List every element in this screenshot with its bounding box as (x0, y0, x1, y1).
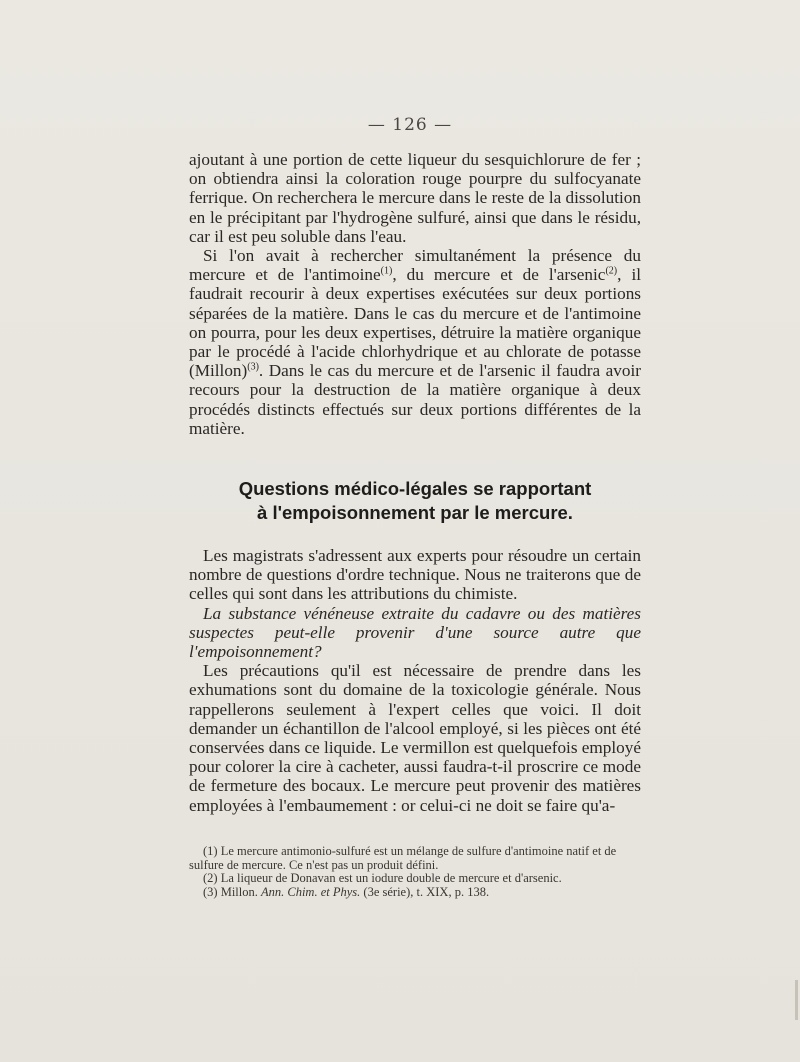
heading-line: Questions médico-légales se rapportant (238, 478, 592, 499)
footnote-ref[interactable]: (3) (247, 361, 259, 373)
text-run: , du mercure et de l'arsenic (392, 265, 606, 285)
paragraph (189, 246, 641, 438)
page-number: — 126 — (367, 115, 453, 135)
paragraph: Les précautions qu'il est nécessaire de prendre dans les exhumations sont du domaine de la toxicologie générale. Nous rappellerons seulement à l'expert celles que voici. Il doit demander un échantillon de l'alcool employé, si les pièces ont été conservées dans ce liquide. Le vermillon est quelquefois employé pour colorer la cire à cacheter, aussi faudra-t-il proscrire ce mode de fermeture des bocaux. Le mercure peut provenir des matières employées à l'embaumement : or celui-ci ne doit se faire qu'a- (189, 661, 641, 815)
footnote-citation: (3e série), t. XIX, p. 138. (360, 884, 490, 899)
text-run: . Dans le cas du mercure et de l'arsenic il faudra avoir recours pour la destruction de la matière organique à deux procédés distincts effectués sur deux portions différentes de la matière. (189, 361, 641, 438)
footnote-author: (3) Millon. (203, 884, 261, 899)
section-text (189, 546, 641, 815)
section-heading (175, 477, 655, 525)
opening-text (189, 150, 641, 438)
footnote-ref[interactable]: (2) (605, 265, 618, 277)
question-paragraph: La substance vénéneuse extraite du cadavre ou des matières suspectes peut-elle provenir d'une source autre que l'empoisonnement? (189, 603, 641, 662)
footnote-journal: Ann. Chim. et Phys. (260, 884, 361, 899)
text-run: Si l'on avait à rechercher simultanément la présence du mercure et de l'antimoine (189, 246, 641, 285)
footnote-ref[interactable]: (1) (380, 265, 393, 277)
paragraph: ajoutant à une portion de cette liqueur du sesquichlorure de fer ; on obtiendra ainsi la coloration rouge pourpre du sulfocyanate ferrique. On recherchera le mercure dans le reste de la dissolution en le précipitant par l'hydrogène sulfuré, ainsi que dans le résidu, car il est peu soluble dans l'eau. (189, 150, 641, 246)
footnotes (189, 845, 641, 899)
footnote-2: (2) La liqueur de Donavan est un iodure double de mercure et d'arsenic. (203, 871, 562, 886)
footnote-3 (189, 886, 641, 900)
heading-line: à l'empoisonnement par le mercure. (257, 502, 573, 523)
footnote-1: (1) Le mercure antimonio-sulfuré est un mélange de sulfure d'antimoine natif et de sulfure de mercure. Ce n'est pas un produit défini. (189, 844, 617, 872)
text-run: , il faudrait recourir à deux expertises exécutées sur deux portions séparées de la matière. Dans le cas du mercure et de l'antimoine on pourra, pour les deux expertises, détruire la matière organique par le procédé à l'acide chlorhydrique et au chlorate de potasse (Millon) (189, 265, 641, 381)
paragraph: Les magistrats s'adressent aux experts pour résoudre un certain nombre de questions d'ordre technique. Nous ne traiterons que de celles qui sont dans les attributions du chimiste. (189, 546, 641, 604)
scan-edge-mark (795, 980, 798, 1020)
